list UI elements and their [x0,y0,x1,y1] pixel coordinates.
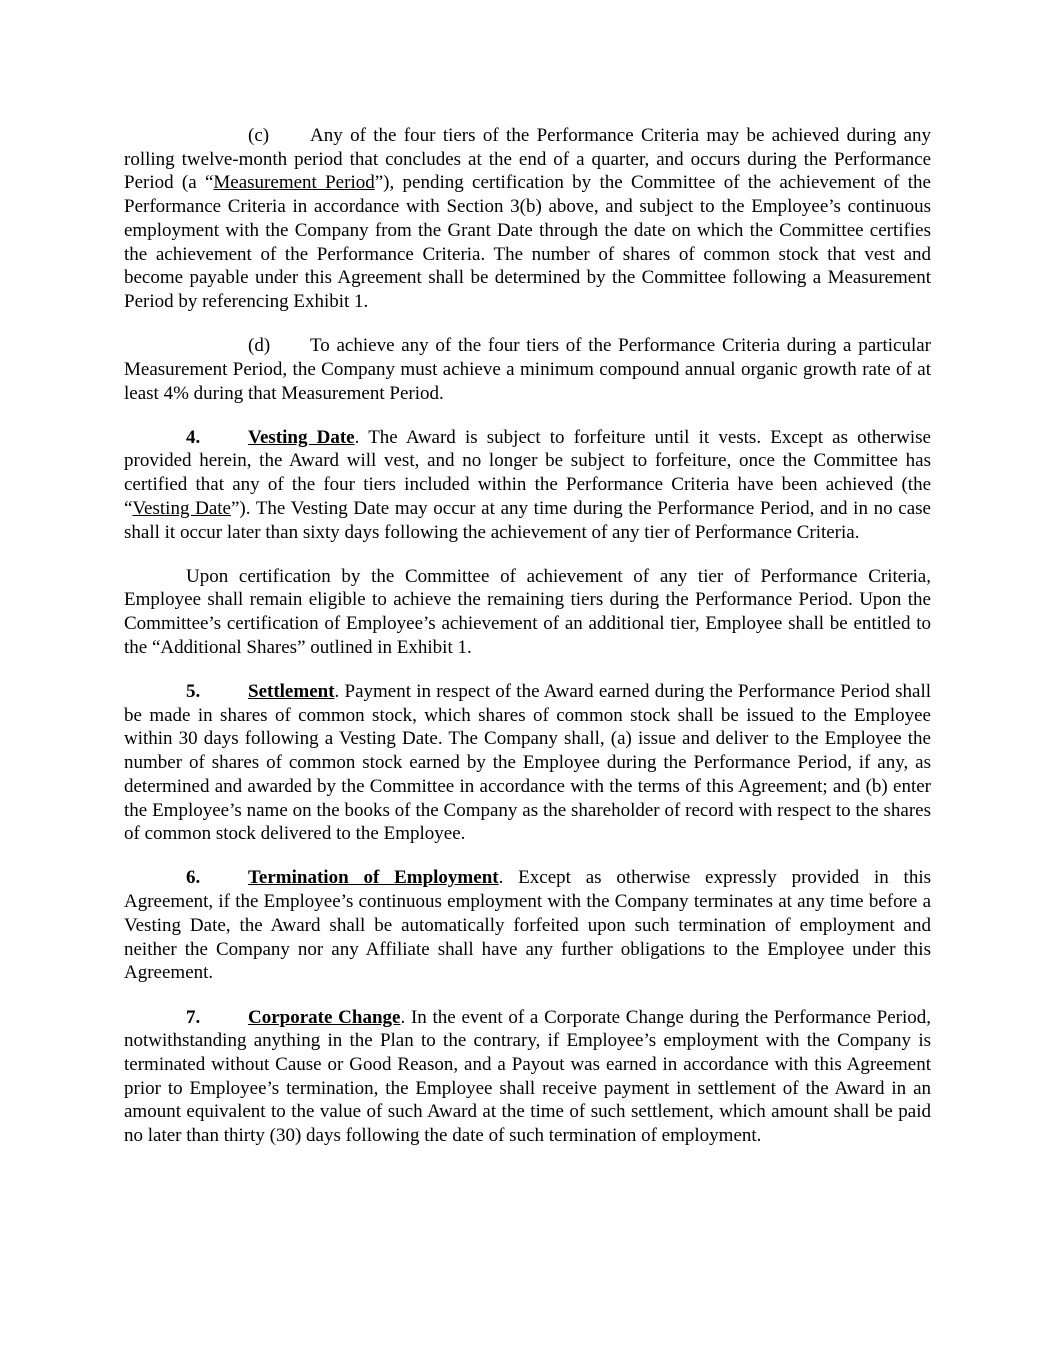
paragraph-3d [124,334,931,405]
defined-term-vesting-date: Vesting Date [132,497,231,519]
section-heading-settlement: Settlement [248,681,335,703]
section-heading-termination-of-employment: Termination of Employment [248,867,499,889]
section-number-6: 6. [186,867,201,889]
section-5-text: . Payment in respect of the Award earned during the Performance Period shall be made in shares of common stock, which shares of common stock shall be issued to the Employee within 30 days following a Vesting Date. The Company shall, (a) issue and deliver to the Employee the number of shares of common stock earned by the Employee during the Performance Period, if any, as determined and awarded by the Committee in accordance with the terms of this Agreement; and (b) enter the Employee’s name on the books of the Company as the shareholder of record with respect to the shares of common stock delivered to the Employee. [124,681,931,845]
section-number-7: 7. [186,1006,201,1028]
subsection-label-d: (d) [248,335,271,357]
section-4-continuation-text: Upon certification by the Committee of achievement of any tier of Performance Criteria, Employee shall remain eligible to achieve the remaining tiers during the Performance Period. Upon the Committee’s certification of Employee’s achievement of an additional tier, Employee shall be entitled to the “Additional Shares” outlined in Exhibit 1. [124,565,931,658]
paragraph-3c-text-2: ”), pending certification by the Committee of the achievement of the Performance Criteria in accordance with Section 3(b) above, and subject to the Employee’s continuous employment with the Company from the Grant Date through the date on which the Committee certifies the achievement of the Performance Criteria. The number of shares of common stock that vest and become payable under this Agreement shall be determined by the Committee following a Measurement Period by referencing Exhibit 1. [124,172,931,312]
section-5-settlement [124,680,931,846]
defined-term-measurement-period: Measurement Period [213,172,375,194]
subsection-label-c: (c) [248,125,270,146]
paragraph-3d-text: To achieve any of the four tiers of the Performance Criteria during a particular Measurement Period, the Company must achieve a minimum compound annual organic growth rate of at least 4% during that Measurement Period. [124,335,931,404]
section-number-5: 5. [186,681,201,703]
document-page [124,124,931,1168]
section-heading-vesting-date: Vesting Date [248,426,355,448]
section-6-text: . Except as otherwise expressly provided in this Agreement, if the Employee’s continuous employment with the Company terminates at any time before a Vesting Date, the Award shall be automatically forfeited upon such termination of employment and neither the Company nor any Affiliate shall have any further obligations to the Employee under this Agreement. [124,867,931,984]
section-4-text-1: . The Award is subject to forfeiture until it vests. Except as otherwise provided herein, the Award will vest, and no longer be subject to forfeiture, once the Committee has certified that any of the four tiers included within the Performance Criteria have been achieved (the “ [124,426,931,519]
section-4-continuation [124,565,931,660]
section-4-vesting-date [124,426,931,545]
section-number-4: 4. [186,426,201,448]
paragraph-3c-text-1: Any of the four tiers of the Performance Criteria may be achieved during any rolling twelve-month period that concludes at the end of a quarter, and occurs during the Performance Period (a “ [124,125,931,194]
section-6-termination [124,866,931,985]
section-7-text: . In the event of a Corporate Change during the Performance Period, notwithstanding anything in the Plan to the contrary, if Employee’s employment with the Company is terminated without Cause or Good Reason, and a Payout was earned in accordance with this Agreement prior to Employee’s termination, the Employee shall receive payment in settlement of the Award in an amount equivalent to the value of such Award at the time of such settlement, which amount shall be paid no later than thirty (30) days following the date of such termination of employment. [124,1006,931,1147]
section-7-corporate-change [124,1006,931,1148]
section-4-text-2: ”). The Vesting Date may occur at any time during the Performance Period, and in no case shall it occur later than sixty days following the achievement of any tier of Performance Criteria. [124,497,931,543]
section-heading-corporate-change: Corporate Change [248,1006,401,1028]
paragraph-3c [124,124,931,314]
